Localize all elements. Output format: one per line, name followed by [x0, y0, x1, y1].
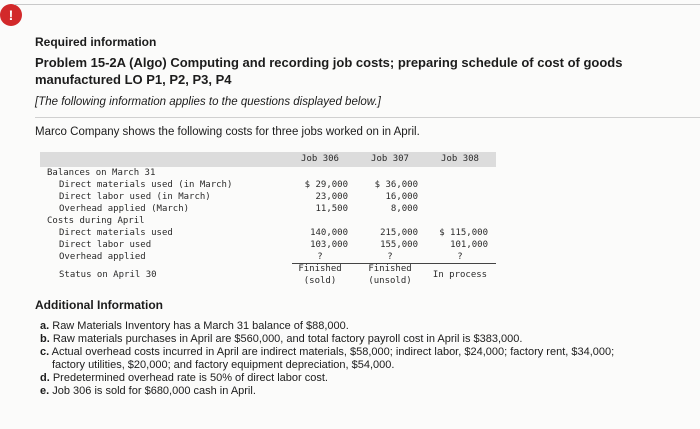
item-text: Raw Materials Inventory has a March 31 balance of $88,000.	[52, 320, 349, 332]
job-cost-table	[40, 152, 500, 292]
row-label: Direct labor used	[59, 240, 152, 250]
list-item	[40, 320, 690, 333]
cell: 155,000	[380, 240, 418, 250]
cell: 140,000	[310, 228, 348, 238]
item-text: Job 306 is sold for $680,000 cash in April.	[52, 385, 256, 397]
item-letter: b.	[40, 333, 50, 345]
row-label: Costs during April	[47, 216, 145, 226]
cell: 16,000	[385, 192, 418, 202]
cell: ?	[317, 252, 323, 262]
item-letter: c.	[40, 346, 50, 358]
item-text-cont: factory utilities, $20,000; and factory equipment depreciation, $54,000.	[52, 359, 395, 371]
section-divider	[35, 117, 700, 118]
item-text: Raw materials purchases in April are $560,000, and total factory payroll cost in April is $383,000.	[52, 333, 523, 345]
cell: 8,000	[390, 204, 418, 214]
list-item	[40, 333, 690, 346]
cell: ?	[457, 252, 463, 262]
cell: ?	[387, 252, 393, 262]
cell: (unsold)	[368, 276, 412, 286]
row-label: Balances on March 31	[47, 168, 156, 178]
cell: 101,000	[450, 240, 488, 250]
cell: Finished	[368, 264, 412, 274]
cell: 103,000	[310, 240, 348, 250]
row-label: Overhead applied (March)	[59, 204, 190, 214]
list-item	[40, 346, 690, 372]
intro-text: Marco Company shows the following costs for three jobs worked on in April.	[35, 126, 420, 138]
cell: $ 29,000	[304, 180, 348, 190]
col-header-job307: Job 307	[371, 154, 409, 164]
item-text: Actual overhead costs incurred in April are indirect materials, $58,000; indirect labor, $24,000; factory rent, $34,000;	[51, 346, 615, 358]
cell: $ 115,000	[439, 228, 488, 238]
item-letter: e.	[40, 385, 50, 397]
required-heading: Required information	[35, 35, 157, 49]
info-note: [The following information applies to the questions displayed below.]	[35, 96, 381, 108]
additional-list	[40, 320, 690, 398]
item-letter: d.	[40, 372, 50, 384]
row-label: Overhead applied	[59, 252, 146, 262]
cell: (sold)	[303, 276, 337, 286]
row-label: Status on April 30	[59, 270, 157, 280]
cell: 11,500	[315, 204, 348, 214]
row-label: Direct materials used	[59, 228, 173, 238]
top-divider	[14, 4, 700, 5]
row-label: Direct labor used (in March)	[59, 192, 211, 202]
item-text: Predetermined overhead rate is 50% of direct labor cost.	[52, 372, 328, 384]
total-underline	[292, 263, 496, 264]
row-label: Direct materials used (in March)	[59, 180, 233, 190]
cell: In process	[432, 270, 488, 280]
list-item	[40, 372, 690, 385]
cell: 23,000	[315, 192, 348, 202]
list-item	[40, 385, 690, 398]
problem-title: Problem 15-2A (Algo) Computing and recording job costs; preparing schedule of cost of goods manufactured LO P1, P2, P3, P4	[35, 55, 623, 87]
additional-heading: Additional Information	[35, 298, 163, 312]
cell: Finished	[298, 264, 342, 274]
col-header-job308: Job 308	[441, 154, 479, 164]
col-header-job306: Job 306	[301, 154, 339, 164]
table-header-bar	[40, 152, 496, 167]
item-letter: a.	[40, 320, 50, 332]
cell: 215,000	[380, 228, 418, 238]
cell: $ 36,000	[374, 180, 418, 190]
alert-icon: !	[0, 4, 22, 26]
